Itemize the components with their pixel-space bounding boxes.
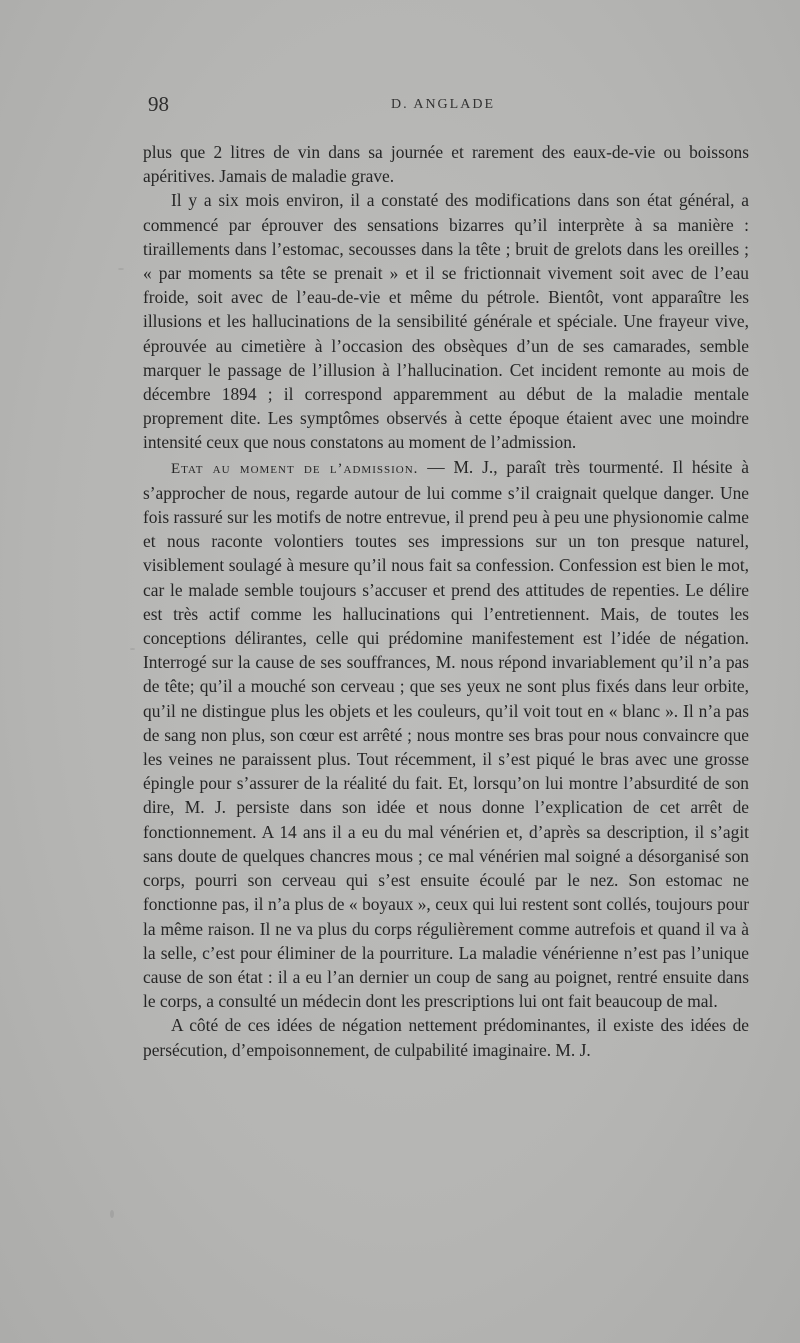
paragraph-1: plus que 2 litres de vin dans sa journée et rarement des eaux-de-vie ou boissons apéritives. Jamais de maladie grave. [143, 142, 749, 187]
section-heading: Etat au moment de l’admission. [171, 460, 419, 477]
page-number: 98 [148, 92, 169, 116]
body-text [143, 140, 749, 1062]
running-head: D. ANGLADE [391, 97, 495, 112]
paper-speck [118, 268, 124, 270]
paper-speck [130, 648, 135, 650]
paper-speck [110, 1210, 114, 1218]
paragraph-3 [143, 455, 749, 1014]
paragraph-3-text: — M. J., paraît très tourmenté. Il hésite à s’approcher de nous, regarde autour de lui comme s’il craignait quelque danger. Une fois rassuré sur les motifs de notre entrevue, il prend peu à peu une physionomie calme et nous raconte volontiers toutes ses impressions sur un ton presque naturel, visiblement soulagé à mesure qu’il nous fait sa confession. Confession est bien le mot, car le malade semble toujours s’accuser et prend des attitudes de repenties. Le délire est très actif comme les hallucinations qui l’entretiennent. Mais, de toutes les conceptions délirantes, celle qui prédomine manifestement est l’idée de négation. Interrogé sur la cause de ses souffrances, M. nous répond invariablement qu’il n’a pas de tête; qu’il a mouché son cerveau ; que ses yeux ne sont plus fixés dans leur orbite, qu’il ne distingue plus les objets et les couleurs, qu’il voit tout en « blanc ». Il n’a pas de sang non plus, son cœur est arrêté ; nous montre ses bras pour nous convaincre que les veines ne paraissent plus. Tout récemment, il s’est piqué le bras avec une grosse épingle pour s’assurer de la réalité du fait. Et, lorsqu’on lui montre l’absurdité de son dire, M. J. persiste dans son idée et nous donne l’explication de cet arrêt de fonctionnement. A 14 ans il a eu du mal vénérien et, d’après sa description, il s’agit sans doute de quelques chancres mous ; ce mal vénérien mal soigné a désorganisé son corps, pourri son cerveau qui s’est ensuite écoulé par le nez. Son estomac ne fonctionne pas, il n’a plus de « boyaux », ceux qui lui restent sont collés, toujours pour la même raison. Il ne va plus du corps régulièrement comme autrefois et quand il va à la selle, c’est pour éliminer de la pourriture. La maladie vénérienne n’est pas l’unique cause de son état : il a eu l’an dernier un coup de sang au poignet, rentré ensuite dans le corps, a consulté un médecin dont les prescriptions lui ont fait beaucoup de mal. [143, 456, 750, 1012]
paragraph-2: Il y a six mois environ, il a constaté des modifications dans son état général, a commencé par éprouver des sensations bizarres qu’il interprète à sa manière : tiraillements dans l’estomac, secousses dans la tête ; bruit de grelots dans les oreilles ; « par moments sa tête se prenait » et il se frictionnait vivement soit avec de l’eau froide, soit avec de l’eau-de-vie et même du pétrole. Bientôt, vont apparaître les illusions et les hallucinations de la sensibilité générale et spéciale. Une frayeur vive, éprouvée au cimetière à l’occasion des obsèques d’un de ses camarades, semble marquer le passage de l’illusion à l’hallucination. Cet incident remonte au mois de décembre 1894 ; il correspond apparemment au début de la maladie mentale proprement dite. Les symptômes observés à cette époque étaient avec une moindre intensité ceux que nous constatons au moment de l’admission. [143, 190, 749, 453]
page-header [143, 92, 749, 122]
paragraph-4: A côté de ces idées de négation nettement prédominantes, il existe des idées de persécution, d’empoisonnement, de culpabilité imaginaire. M. J. [143, 1015, 749, 1060]
